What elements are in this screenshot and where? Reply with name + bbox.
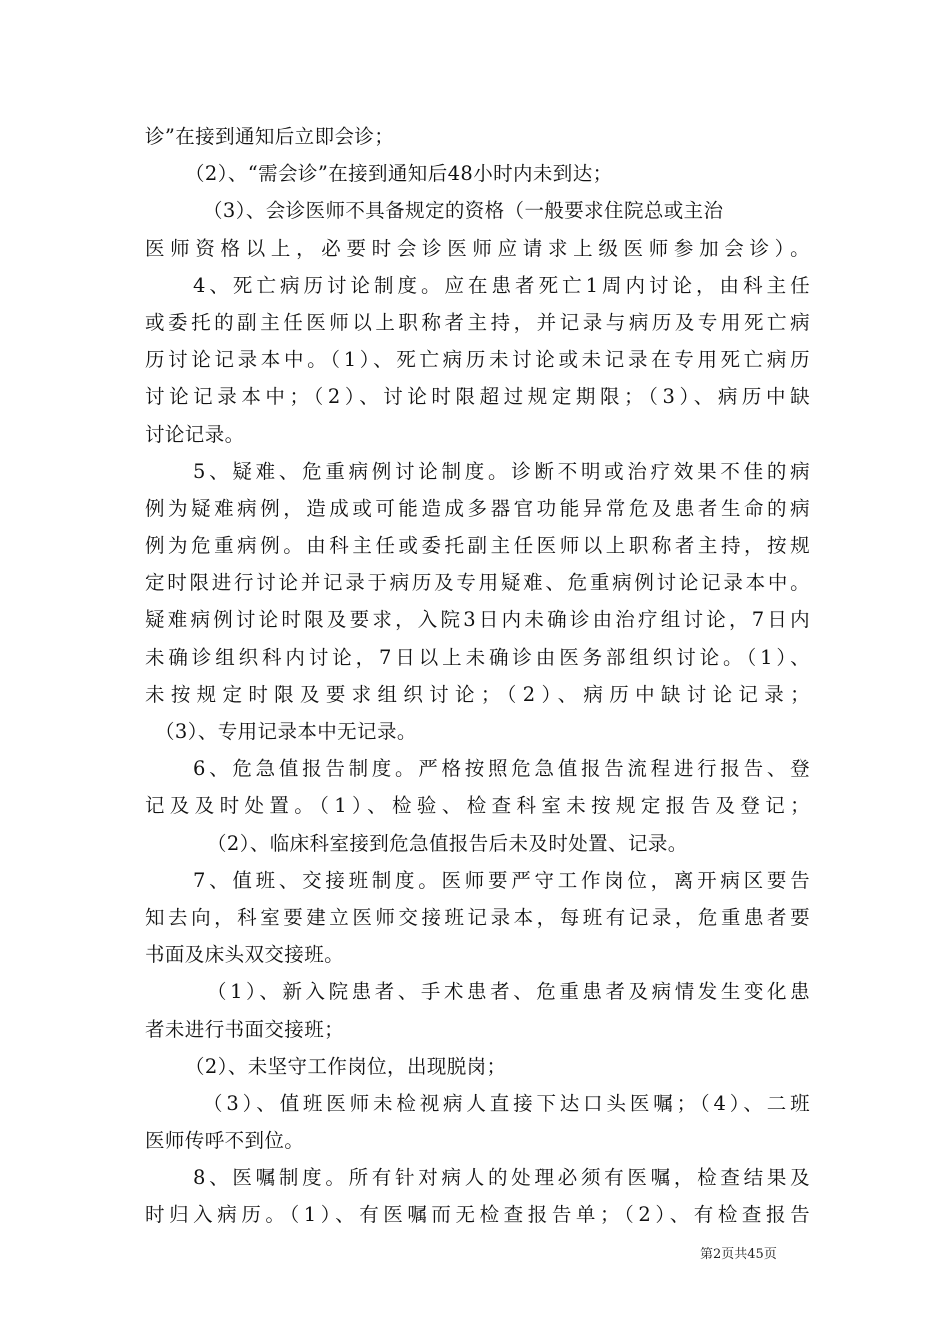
- text-line: （2）、临床科室接到危急值报告后未及时处置、记录。: [207, 831, 688, 855]
- text-line: 5、疑难、危重病例讨论制度。诊断不明或治疗效果不佳的病: [193, 459, 810, 483]
- text-line: 记及及时处置。（1）、检验、检查科室未按规定报告及登记；: [145, 794, 810, 818]
- text-line: （2）、未坚守工作岗位，出现脱岗；: [185, 1054, 507, 1078]
- text-line: 书面及床头双交接班。: [145, 943, 345, 967]
- body-text: [145, 118, 810, 1234]
- text-line: 医师传呼不到位。: [145, 1129, 305, 1153]
- text-line: 疑难病例讨论时限及要求，入院3日内未确诊由治疗组讨论，7日内: [145, 608, 810, 632]
- text-line: 讨论记录本中；（2）、讨论时限超过规定期限；（3）、病历中缺: [145, 385, 810, 409]
- text-line: （1）、新入院患者、手术患者、危重患者及病情发生变化患: [207, 980, 810, 1004]
- text-line: 定时限进行讨论并记录于病历及专用疑难、危重病例讨论记录本中。: [145, 571, 810, 595]
- text-line: 6、危急值报告制度。严格按照危急值报告流程进行报告、登: [193, 757, 810, 781]
- text-line: 医师资格以上，必要时会诊医师应请求上级医师参加会诊）。: [145, 236, 810, 260]
- text-line: 未确诊组织科内讨论，7日以上未确诊由医务部组织讨论。（1）、: [145, 645, 810, 669]
- text-line: 知去向，科室要建立医师交接班记录本，每班有记录，危重患者要: [145, 905, 810, 929]
- text-line: 诊”在接到通知后立即会诊；: [145, 125, 395, 148]
- text-line: （2）、“需会诊”在接到通知后48小时内未到达；: [185, 162, 613, 186]
- text-line: 时归入病历。（1）、有医嘱而无检查报告单；（2）、有检查报告: [145, 1203, 810, 1227]
- text-line: （3）、会诊医师不具备规定的资格（一般要求住院总或主治: [203, 199, 724, 223]
- page-number: 第2页共45页: [700, 1247, 777, 1262]
- text-line: 7、值班、交接班制度。医师要严守工作岗位，离开病区要告: [193, 868, 810, 892]
- text-line: 者未进行书面交接班；: [145, 1017, 345, 1041]
- text-line: 未按规定时限及要求组织讨论；（2）、病历中缺讨论记录；: [145, 682, 810, 706]
- text-line: 例为危重病例。由科主任或委托副主任医师以上职称者主持，按规: [145, 534, 810, 558]
- text-line: 8、医嘱制度。所有针对病人的处理必须有医嘱，检查结果及: [193, 1166, 810, 1190]
- text-line: （3）、值班医师未检视病人直接下达口头医嘱；（4）、二班: [203, 1091, 810, 1115]
- text-line: 历讨论记录本中。（1）、死亡病历未讨论或未记录在专用死亡病历: [145, 348, 810, 372]
- text-line: 讨论记录。: [145, 422, 245, 446]
- text-line: 4、死亡病历讨论制度。应在患者死亡1周内讨论，由科主任: [193, 273, 810, 297]
- text-line: 例为疑难病例，造成或可能造成多器官功能异常危及患者生命的病: [145, 496, 810, 520]
- text-line: 或委托的副主任医师以上职称者主持，并记录与病历及专用死亡病: [145, 310, 810, 334]
- text-line: （3）、专用记录本中无记录。: [155, 720, 417, 743]
